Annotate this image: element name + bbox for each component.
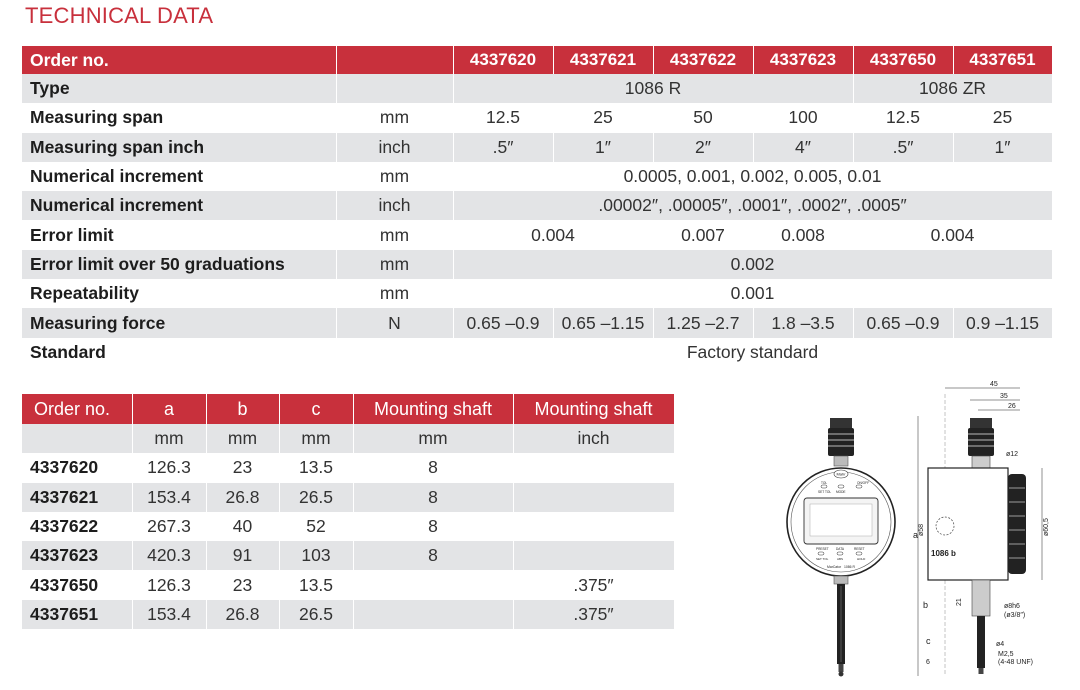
row-unit: inch (336, 191, 453, 220)
table-row (22, 220, 1052, 249)
dimension-label: M2,5 (998, 651, 1014, 658)
cell-value: .5″ (453, 133, 553, 162)
dimension-label: 6 (926, 659, 930, 666)
button-label: TOL (821, 481, 828, 485)
unit-cell (22, 424, 132, 453)
cell-value (513, 512, 674, 541)
cell-value: Factory standard (453, 338, 1052, 367)
row-unit: mm (336, 162, 453, 191)
column-header: a (132, 394, 206, 424)
cell-value: 1″ (953, 133, 1052, 162)
technical-data-table (22, 46, 1053, 367)
row-label: Measuring force (22, 308, 336, 337)
label-1086b: 1086 b (931, 549, 956, 558)
unit-cell: mm (206, 424, 279, 453)
cell-value: 4″ (753, 133, 853, 162)
stem-grip (828, 428, 854, 456)
order-cell: 4337620 (22, 453, 132, 482)
cell-value: 267.3 (132, 512, 206, 541)
cell-value (353, 600, 513, 629)
cell-value: .375″ (513, 600, 674, 629)
row-label: Numerical increment (22, 191, 336, 220)
unit-cell: mm (132, 424, 206, 453)
cell-value: 26.8 (206, 483, 279, 512)
row-label: Error limit (22, 220, 336, 249)
cell-value: 153.4 (132, 483, 206, 512)
cell-value: 100 (753, 103, 853, 132)
cell-value: 25 (553, 103, 653, 132)
button-label: ON/OFF (857, 481, 870, 485)
table-row (22, 279, 1052, 308)
row-unit: N (336, 308, 453, 337)
table-row (22, 512, 674, 541)
cell-value: 12.5 (853, 103, 953, 132)
cell-value: 26.8 (206, 600, 279, 629)
unit-cell: mm (279, 424, 353, 453)
table-row (22, 600, 674, 629)
cell-value: 13.5 (279, 570, 353, 599)
dimension-label: ø60,5 (1043, 518, 1050, 536)
cell-value: 26.5 (279, 483, 353, 512)
dimension-label: 21 (956, 598, 963, 606)
cell-value: 420.3 (132, 541, 206, 570)
cell-value: 0.001 (453, 279, 1052, 308)
row-label: Error limit over 50 graduations (22, 250, 336, 279)
dimension-label: (4-48 UNF) (998, 659, 1034, 666)
order-number: 4337650 (853, 46, 953, 74)
cell-value (513, 483, 674, 512)
cell-value: 25 (953, 103, 1052, 132)
row-label: Repeatability (22, 279, 336, 308)
cell-value: 12.5 (453, 103, 553, 132)
cell-value (513, 453, 674, 482)
cell-value: 40 (206, 512, 279, 541)
cell-value: 2″ (653, 133, 753, 162)
row-unit (336, 74, 453, 103)
cell-value: 153.4 (132, 600, 206, 629)
dimensions-table (22, 394, 675, 629)
table-row (22, 483, 674, 512)
side-back (1008, 474, 1026, 574)
cell-value: 0.004 (453, 220, 653, 249)
column-header: c (279, 394, 353, 424)
order-no-header: Order no. (22, 46, 336, 74)
table-row (22, 308, 1052, 337)
cell-value: 26.5 (279, 600, 353, 629)
cell-value: 23 (206, 453, 279, 482)
table-row (22, 74, 1052, 103)
button-label: SET TOL (816, 557, 829, 561)
row-label: Standard (22, 338, 336, 367)
cell-value: 52 (279, 512, 353, 541)
cell-value: 1″ (553, 133, 653, 162)
button-label: MODE (836, 490, 846, 494)
header-spacer (336, 46, 453, 74)
row-unit: inch (336, 133, 453, 162)
cell-value: 91 (206, 541, 279, 570)
cell-value: 8 (353, 541, 513, 570)
brand-text: MarCator (827, 565, 842, 569)
cell-value: .375″ (513, 570, 674, 599)
cell-value: 103 (279, 541, 353, 570)
order-number: 4337651 (953, 46, 1052, 74)
units-row (22, 424, 674, 453)
dial-indicator-drawing (780, 376, 1080, 690)
cell-value: 0.65 –1.15 (553, 308, 653, 337)
dimension-label: c (926, 636, 931, 646)
cell-value: .5″ (853, 133, 953, 162)
cell-value: 23 (206, 570, 279, 599)
cell-value: 0.008 (753, 220, 853, 249)
table-row (22, 191, 1052, 220)
button-label: PRESET (816, 547, 829, 551)
model-text: 1086 R (844, 565, 855, 569)
table-header-row (22, 394, 674, 424)
order-number: 4337622 (653, 46, 753, 74)
dimension-label: ø8h6 (1004, 603, 1020, 610)
unit-cell: inch (513, 424, 674, 453)
page-title: TECHNICAL DATA (25, 3, 214, 28)
dimension-label: a (913, 530, 919, 540)
order-cell: 4337650 (22, 570, 132, 599)
cell-value: 0.65 –0.9 (453, 308, 553, 337)
order-cell: 4337623 (22, 541, 132, 570)
stem-cap (830, 418, 852, 428)
table-row (22, 103, 1052, 132)
side-view (913, 381, 1050, 676)
cell-value: 8 (353, 483, 513, 512)
cell-value: 0.004 (853, 220, 1052, 249)
dimension-label: ø4 (996, 641, 1005, 648)
row-label: Measuring span (22, 103, 336, 132)
dimension-label: 35 (1000, 393, 1008, 400)
dimension-label: ø12 (1006, 451, 1019, 458)
table-row (22, 250, 1052, 279)
order-number: 4337620 (453, 46, 553, 74)
dimension-label: (ø3/8″) (1004, 612, 1026, 619)
table-header-row (22, 46, 1052, 74)
table-row (22, 133, 1052, 162)
order-cell: 4337651 (22, 600, 132, 629)
type-value: 1086 ZR (853, 74, 1052, 103)
row-label: Numerical increment (22, 162, 336, 191)
column-header: Mounting shaft (513, 394, 674, 424)
button-label: ABS (837, 557, 844, 561)
dimension-label: b (923, 600, 929, 610)
cell-value (513, 541, 674, 570)
cell-value: 0.002 (453, 250, 1052, 279)
dimension-label: 26 (1008, 403, 1016, 410)
cell-value: 0.007 (653, 220, 753, 249)
row-unit: mm (336, 279, 453, 308)
table-row (22, 453, 674, 482)
column-header: Mounting shaft (353, 394, 513, 424)
cell-value: 8 (353, 453, 513, 482)
table-row (22, 570, 674, 599)
dimension-label: 45 (990, 381, 998, 388)
column-header: b (206, 394, 279, 424)
button-label: DATA (836, 547, 845, 551)
order-cell: 4337621 (22, 483, 132, 512)
cell-value: 0.0005, 0.001, 0.002, 0.005, 0.01 (453, 162, 1052, 191)
row-unit: mm (336, 103, 453, 132)
row-unit: mm (336, 220, 453, 249)
cell-value: 50 (653, 103, 753, 132)
cell-value: 126.3 (132, 570, 206, 599)
type-value: 1086 R (453, 74, 853, 103)
cell-value: .00002″, .00005″, .0001″, .0002″, .0005″ (453, 191, 1052, 220)
table-row (22, 162, 1052, 191)
button-label: HOLD (857, 557, 866, 561)
button-label: RESET (854, 547, 865, 551)
column-header: Order no. (22, 394, 132, 424)
cell-value: 1.25 –2.7 (653, 308, 753, 337)
row-label: Type (22, 74, 336, 103)
cell-value: 8 (353, 512, 513, 541)
cell-value: 1.8 –3.5 (753, 308, 853, 337)
order-number: 4337621 (553, 46, 653, 74)
logo-text: Mahr (836, 471, 846, 477)
dimension-label: ø58 (918, 523, 925, 536)
front-view (787, 418, 895, 677)
row-label: Measuring span inch (22, 133, 336, 162)
cell-value (353, 570, 513, 599)
mounting-shaft (972, 580, 990, 616)
table-row (22, 338, 1052, 367)
unit-cell: mm (353, 424, 513, 453)
row-unit: mm (336, 250, 453, 279)
order-number: 4337623 (753, 46, 853, 74)
row-unit (336, 338, 453, 367)
cell-value: 126.3 (132, 453, 206, 482)
cell-value: 0.9 –1.15 (953, 308, 1052, 337)
cell-value: 0.65 –0.9 (853, 308, 953, 337)
cell-value: 13.5 (279, 453, 353, 482)
table-row (22, 541, 674, 570)
order-cell: 4337622 (22, 512, 132, 541)
button-label: SET TOL (818, 490, 832, 494)
